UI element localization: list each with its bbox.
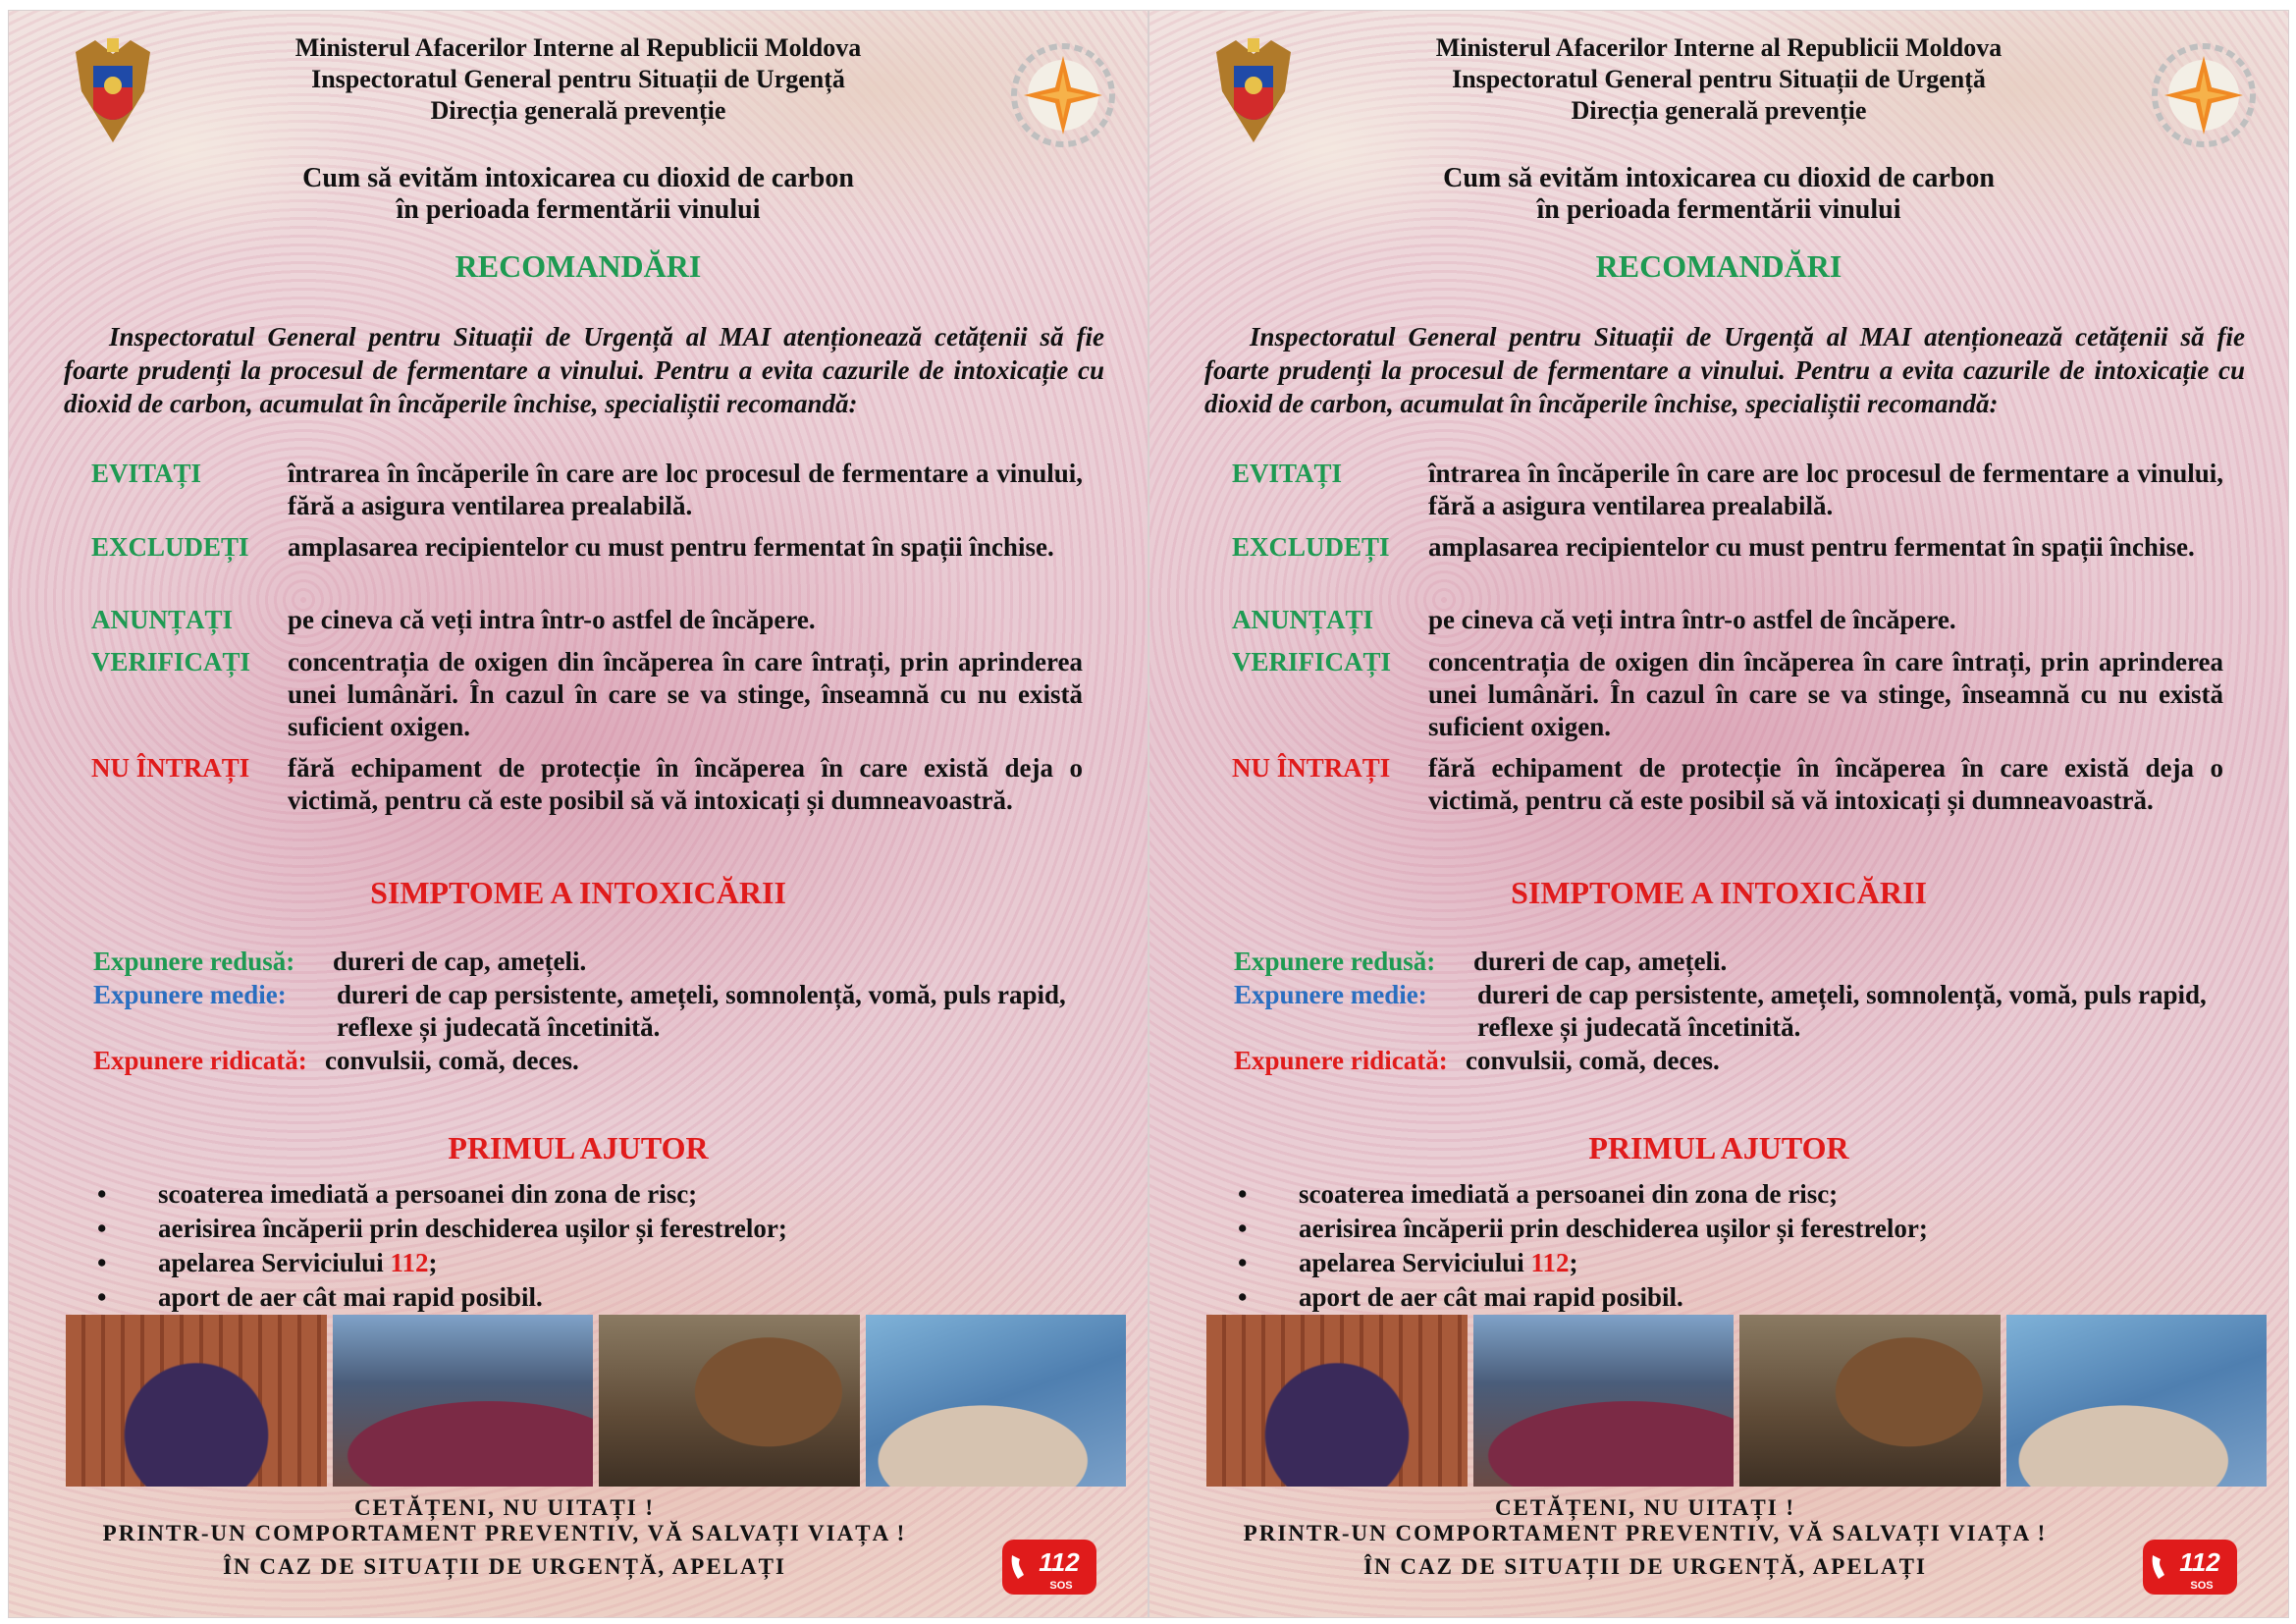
emergency-number: 112 [390, 1248, 429, 1277]
leaflet-title-line2: în perioada fermentării vinului [396, 194, 761, 225]
symptom-item [93, 946, 1114, 978]
symptom-text: dureri de cap persistente, amețeli, somnolență, vomă, puls rapid, reflexe și judecată încetinită. [337, 980, 1066, 1042]
recommendation-key: NU ÎNTRAȚI [1232, 753, 1391, 783]
recommendation-text: amplasarea recipientelor cu must pentru fermentat în spații închise. [1428, 532, 2195, 562]
recommendation-text: concentrația de oxigen din încăperea în care întrați, prin aprinderea unei lumânări. În cazul în care se va stinge, înseamnă cu nu există suficient oxigen. [288, 647, 1083, 741]
recommendation-item [91, 604, 1083, 636]
ministry-name: Ministerul Afacerilor Interne al Republicii Moldova [294, 33, 862, 62]
list-item: • apelarea Serviciului 112; [1238, 1246, 2219, 1280]
recommendation-text: întrarea în încăperile în care are loc procesul de fermentare a vinului, fără a asigura ventilarea prealabilă. [288, 459, 1083, 520]
bullet-icon: • [97, 1248, 107, 1277]
svg-text:SOS: SOS [2190, 1580, 2214, 1592]
symptom-item [1234, 1045, 2255, 1077]
recommendation-item [1232, 458, 2223, 522]
bullet-icon: • [1238, 1248, 1248, 1277]
emergency-number: 112 [1530, 1248, 1570, 1277]
symptom-item [93, 1045, 1114, 1077]
medical-oxygen-mask-photo [866, 1315, 1127, 1487]
symptom-key: Expunere ridicată: [93, 1046, 307, 1075]
leaflet-title-line1: Cum să evităm intoxicarea cu dioxid de carbon [302, 163, 854, 193]
recommendation-item [1232, 531, 2223, 564]
ministry-name: Ministerul Afacerilor Interne al Republicii Moldova [1435, 33, 2002, 62]
footer-line3: ÎN CAZ DE SITUAȚII DE URGENȚĂ, APELAȚI [223, 1554, 786, 1579]
recommendation-item [1232, 752, 2223, 817]
symptom-text: dureri de cap, amețeli. [1473, 947, 1728, 976]
symptom-item [93, 979, 1114, 1044]
bullet-icon: • [97, 1282, 107, 1312]
recommendation-key: ANUNȚAȚI [1232, 605, 1374, 634]
list-item: • scoaterea imediată a persoanei din zona de risc; [1238, 1177, 2219, 1212]
symptom-text: convulsii, comă, deces. [1466, 1046, 1720, 1075]
recommendation-text: întrarea în încăperile în care are loc procesul de fermentare a vinului, fără a asigura ventilarea prealabilă. [1428, 459, 2223, 520]
recommendation-text: pe cineva că veți intra într-o astfel de încăpere. [288, 605, 816, 634]
list-item: • aport de aer cât mai rapid posibil. [1238, 1280, 2219, 1315]
footer-line2: PRINTR-UN COMPORTAMENT PREVENTIV, VĂ SALVAȚI VIAȚA ! [102, 1521, 907, 1545]
first-aid-heading: PRIMUL AJUTOR [1588, 1130, 1849, 1165]
symptom-item [1234, 979, 2255, 1044]
recommendation-item [91, 752, 1083, 817]
recommendation-key: EVITAȚI [91, 459, 202, 488]
recommendation-item [91, 458, 1083, 522]
inspectorate-name: Inspectoratul General pentru Situații de Urgență [1452, 65, 1986, 93]
list-item: • apelarea Serviciului 112; [97, 1246, 1079, 1280]
bullet-icon: • [1238, 1179, 1248, 1209]
symptom-key: Expunere ridicată: [1234, 1046, 1448, 1075]
intro-paragraph: Inspectoratul General pentru Situații de Urgență al MAI atenționează cetățenii să fie foarte prudenți la procesul de fermentare a vinului. Pentru a evita cazurile de intoxicație cu dioxid de carbon, acumulat în încăperile închise, specialiștii recomandă: [1204, 322, 2245, 418]
recommendation-item [91, 531, 1083, 564]
inspectors-visit-photo [333, 1315, 594, 1487]
symptoms-heading: SIMPTOME A INTOXICĂRII [370, 875, 786, 910]
list-item: • aport de aer cât mai rapid posibil. [97, 1280, 1079, 1315]
recommendation-key: EVITAȚI [1232, 459, 1343, 488]
symptom-text: dureri de cap, amețeli. [333, 947, 587, 976]
recommendation-key: ANUNȚAȚI [91, 605, 234, 634]
recommendation-text: fără echipament de protecție în încăperea în care există deja o victimă, pentru că este posibil să vă intoxicați și dumneavoastră. [288, 753, 1083, 815]
leaflet-page-left [8, 10, 1148, 1618]
wine-cellar-barrels-photo [1739, 1315, 2001, 1487]
recommendation-key: EXCLUDEȚI [91, 532, 249, 562]
recommendation-key: VERIFICAȚI [1232, 647, 1392, 677]
grape-press-photo [1206, 1315, 1468, 1487]
svg-text:112: 112 [2179, 1547, 2220, 1577]
list-item: • aerisirea încăperii prin deschiderea ușilor și ferestrelor; [1238, 1212, 2219, 1246]
directorate-name: Direcția generală prevenție [1571, 96, 1867, 125]
directorate-name: Direcția generală prevenție [430, 96, 726, 125]
svg-text:112: 112 [1039, 1547, 1080, 1577]
recommendation-text: pe cineva că veți intra într-o astfel de încăpere. [1428, 605, 1956, 634]
bullet-icon: • [1238, 1214, 1248, 1243]
photo-strip [1206, 1315, 2267, 1487]
bullet-icon: • [97, 1214, 107, 1243]
leaflet-page-right [1148, 10, 2289, 1618]
leaflet-title-line1: Cum să evităm intoxicarea cu dioxid de carbon [1443, 163, 1995, 193]
bullet-icon: • [1238, 1282, 1248, 1312]
symptoms-heading: SIMPTOME A INTOXICĂRII [1511, 875, 1927, 910]
wine-cellar-barrels-photo [599, 1315, 860, 1487]
svg-text:SOS: SOS [1049, 1580, 1073, 1592]
sos-112-phone-icon [1000, 1538, 1098, 1597]
inspectors-visit-photo [1473, 1315, 1735, 1487]
list-item: • scoaterea imediată a persoanei din zona de risc; [97, 1177, 1079, 1212]
footer-line1: CETĂȚENI, NU UITAȚI ! [353, 1495, 656, 1520]
symptom-item [1234, 946, 2255, 978]
first-aid-heading: PRIMUL AJUTOR [448, 1130, 709, 1165]
recommendation-key: VERIFICAȚI [91, 647, 251, 677]
symptom-text: dureri de cap persistente, amețeli, somnolență, vomă, puls rapid, reflexe și judecată încetinită. [1477, 980, 2207, 1042]
recommendation-text: amplasarea recipientelor cu must pentru fermentat în spații închise. [288, 532, 1054, 562]
footer-line3: ÎN CAZ DE SITUAȚII DE URGENȚĂ, APELAȚI [1363, 1554, 1927, 1579]
symptom-key: Expunere medie: [93, 980, 287, 1009]
recommendation-text: fără echipament de protecție în încăperea în care există deja o victimă, pentru că este posibil să vă intoxicați și dumneavoastră. [1428, 753, 2223, 815]
recommendation-item [91, 646, 1083, 743]
inspectorate-name: Inspectoratul General pentru Situații de Urgență [311, 65, 845, 93]
first-aid-list [97, 1177, 1079, 1315]
list-item: • aerisirea încăperii prin deschiderea ușilor și ferestrelor; [97, 1212, 1079, 1246]
grape-press-photo [66, 1315, 327, 1487]
symptom-key: Expunere redusă: [1234, 947, 1436, 976]
recommendation-item [1232, 604, 2223, 636]
photo-strip [66, 1315, 1126, 1487]
recommendation-key: EXCLUDEȚI [1232, 532, 1390, 562]
symptom-text: convulsii, comă, deces. [325, 1046, 579, 1075]
medical-oxygen-mask-photo [2006, 1315, 2268, 1487]
first-aid-list [1238, 1177, 2219, 1315]
symptom-key: Expunere redusă: [93, 947, 295, 976]
leaflet-title-line2: în perioada fermentării vinului [1536, 194, 1901, 225]
sos-112-phone-icon [2141, 1538, 2239, 1597]
recommendations-heading: RECOMANDĂRI [1595, 248, 1842, 284]
bullet-icon: • [97, 1179, 107, 1209]
recommendation-key: NU ÎNTRAȚI [91, 753, 250, 783]
footer-line1: CETĂȚENI, NU UITAȚI ! [1494, 1495, 1796, 1520]
intro-paragraph: Inspectoratul General pentru Situații de Urgență al MAI atenționează cetățenii să fie foarte prudenți la procesul de fermentare a vinului. Pentru a evita cazurile de intoxicație cu dioxid de carbon, acumulat în încăperile închise, specialiștii recomandă: [64, 322, 1104, 418]
footer-line2: PRINTR-UN COMPORTAMENT PREVENTIV, VĂ SALVAȚI VIAȚA ! [1243, 1521, 2048, 1545]
recommendations-heading: RECOMANDĂRI [454, 248, 702, 284]
recommendation-text: concentrația de oxigen din încăperea în care întrați, prin aprinderea unei lumânări. În cazul în care se va stinge, înseamnă cu nu există suficient oxigen. [1428, 647, 2223, 741]
recommendation-item [1232, 646, 2223, 743]
symptom-key: Expunere medie: [1234, 980, 1427, 1009]
